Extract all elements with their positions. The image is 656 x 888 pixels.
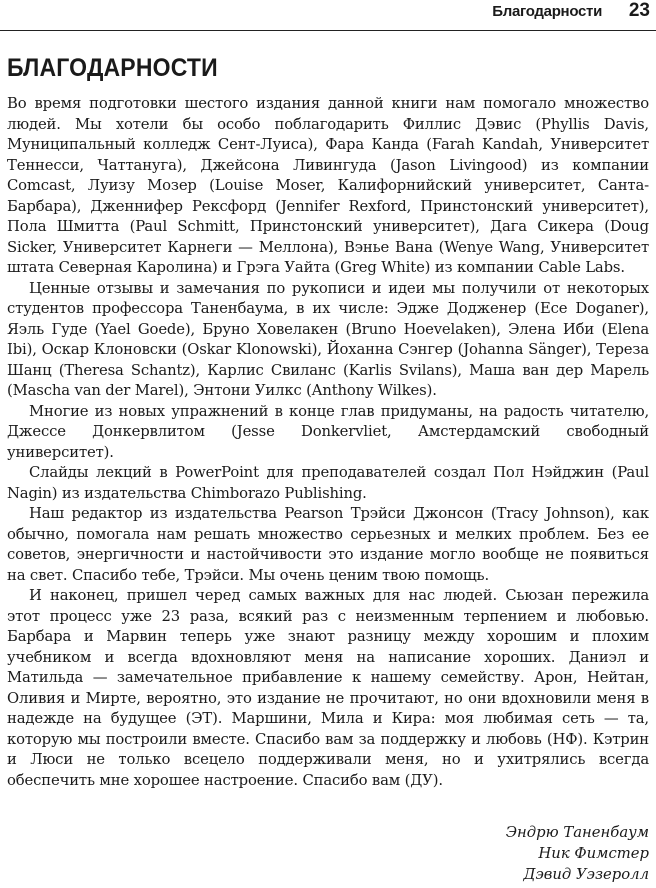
page-number: 23 xyxy=(628,0,650,21)
paragraph-slides: Слайды лекций в PowerPoint для преподавателей создал Пол Нэйджин (Paul Nagin) из издательства Chimborazo Publishing. xyxy=(7,464,649,502)
signature-author: Эндрю Таненбаум xyxy=(505,824,649,841)
signature-author: Дэвид Уэзеролл xyxy=(523,866,649,883)
signatures xyxy=(506,822,649,885)
body-text xyxy=(7,94,649,791)
signature-author: Ник Фимстер xyxy=(538,845,649,862)
paragraph-acknowledgements-people: Во время подготовки шестого издания данной книги нам помогало множество людей. Мы хотели бы особо поблагодарить Филлис Дэвис (Phyllis Davis, Муниципальный колледж Сент-Луиса), Фара Канда (Farah Kandah, Университет Теннесси, Чаттануга), Джейсона Ливингуда (Jason Livingood) из компании Comcast, Луизу Мозер (Louise Moser, Калифорнийский университет, Санта-Барбара), Дженнифер Рексфорд (Jennifer Rexford, Принстонский университет), Пола Шмитта (Paul Schmitt, Принстонский университет), Дага Сикера (Doug Sicker, Университет Карнеги — Меллона), Вэнье Вана (Wenye Wang, Университет штата Северная Каролина) и Грэга Уайта (Greg White) из компании Cable Labs. xyxy=(7,95,649,276)
running-header xyxy=(0,0,656,31)
paragraph-editor: Наш редактор из издательства Pearson Трэйси Джонсон (Tracy Johnson), как обычно, помогала нам решать множество серьезных и мелких проблем. Без ее советов, энергичности и настойчивости это издание могло вообще не появиться на свет. Спасибо тебе, Трэйси. Мы очень ценим твою помощь. xyxy=(7,505,649,584)
running-title: Благодарности xyxy=(492,3,602,20)
paragraph-exercises: Многие из новых упражнений в конце глав придуманы, на радость читателю, Джессе Донкервлитом (Jesse Donkervliet, Амстердамский свободный университет). xyxy=(7,402,649,461)
page-title: БЛАГОДАРНОСТИ xyxy=(7,54,218,82)
paragraph-family: И наконец, пришел черед самых важных для нас людей. Сьюзан пережила этот процесс уже 23 раза, всякий раз с неизменным терпением и любовью. Барбара и Марвин теперь уже знают разницу между хорошим и плохим учебником и всегда вдохновляют меня на написание хороших. Даниэл и Матильда — замечательное прибавление к нашему семейству. Арон, Нейтан, Оливия и Мирте, вероятно, это издание не прочитают, но они вдохновили меня в надежде на будущее (ЭТ). Маршини, Мила и Кира: моя любимая сеть — та, которую мы построили вместе. Спасибо вам за поддержку и любовь (НФ). Кэтрин и Люси не только всецело поддерживали меня, но и ухитрялись всегда обеспечить мне хорошее настроение. Спасибо вам (ДУ). xyxy=(7,587,649,789)
paragraph-students: Ценные отзывы и замечания по рукописи и идеи мы получили от некоторых студентов профессора Таненбаума, в их числе: Эдже Додженер (Ece Doganer), Яэль Гуде (Yael Goede), Бруно Ховелакен (Bruno Hoevelaken), Элена Иби (Elena Ibi), Оскар Клоновски (Oskar Klonowski), Йоханна Сэнгер (Johanna Sänger), Тереза Шанц (Theresa Schantz), Карлис Свиланс (Karlis Svilans), Маша ван дер Марель (Mascha van der Marel), Энтони Уилкс (Anthony Wilkes). xyxy=(7,279,649,399)
